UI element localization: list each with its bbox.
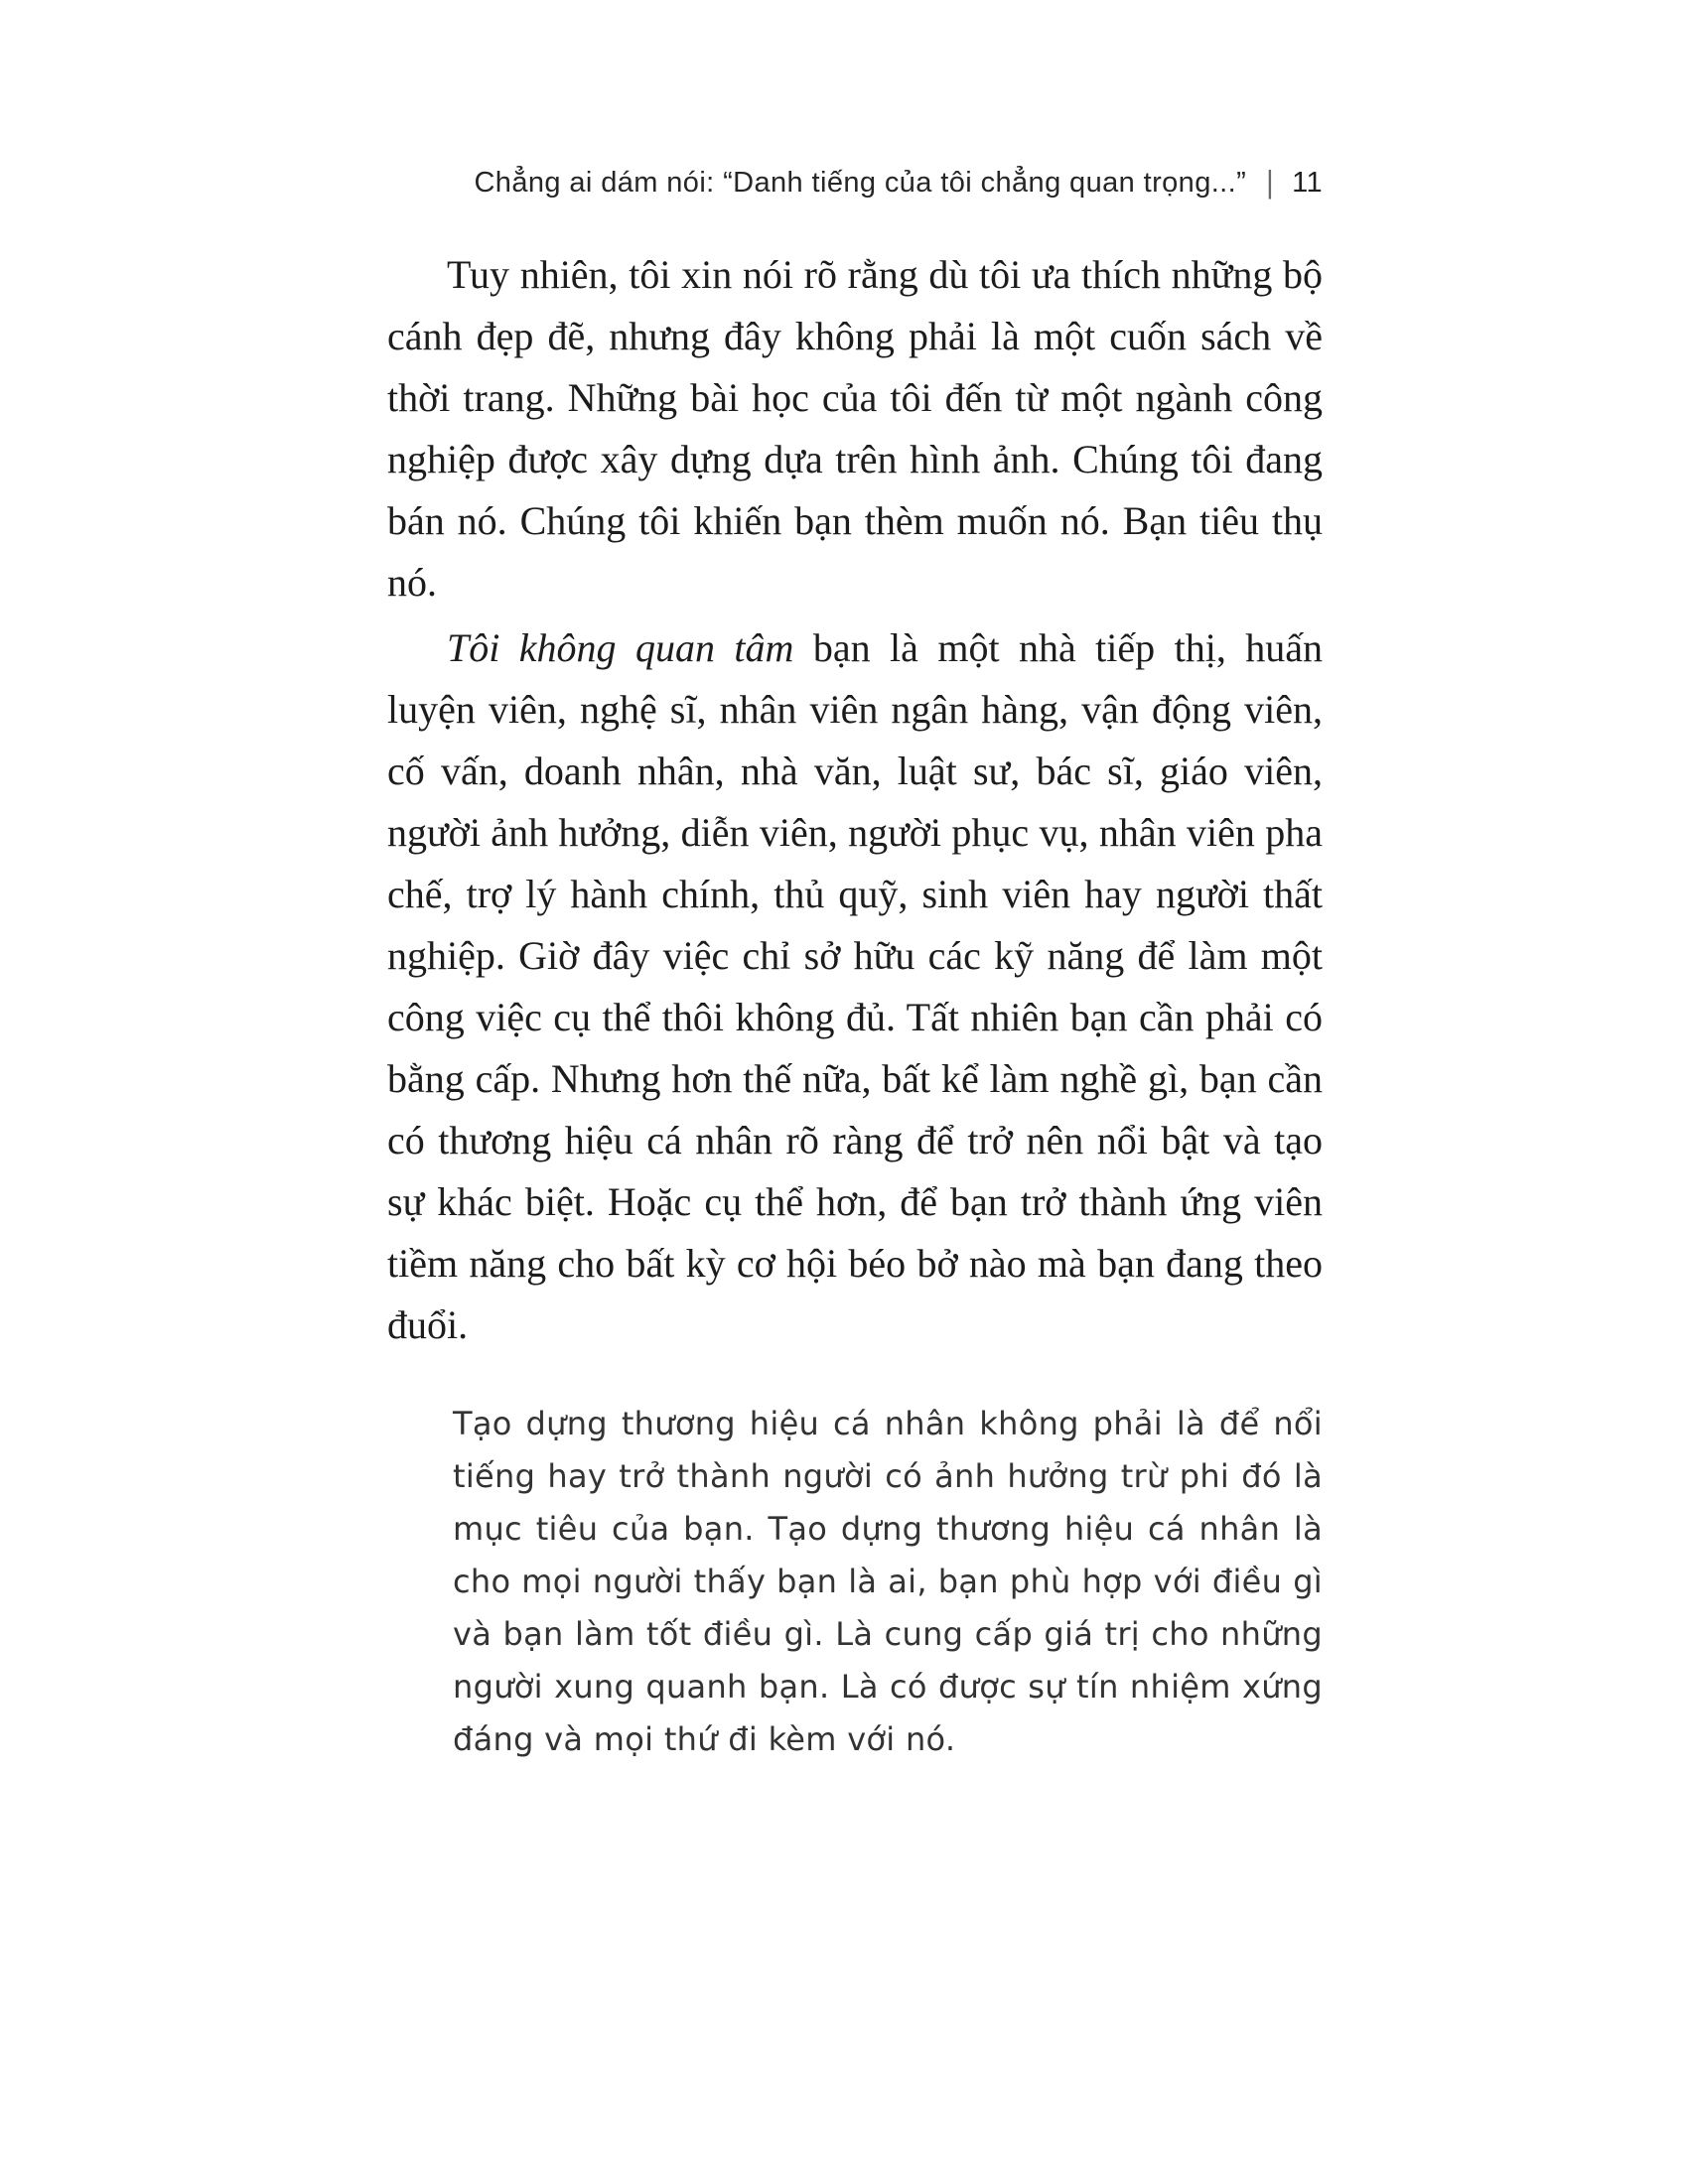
paragraph-2 (387, 617, 1323, 1356)
paragraph-2-lead-italic: Tôi không quan tâm (447, 625, 794, 670)
block-quote: Tạo dựng thương hiệu cá nhân không phải là để nổi tiếng hay trở thành người có ảnh hưởng trừ phi đó là mục tiêu của bạn. Tạo dựng thương hiệu cá nhân là cho mọi người thấy bạn là ai, bạn phù hợp với điều gì và bạn làm tốt điều gì. Là cung cấp giá trị cho những người xung quanh bạn. Là có được sự tín nhiệm xứng đáng và mọi thứ đi kèm với nó. (453, 1405, 1323, 1758)
paragraph-1: Tuy nhiên, tôi xin nói rõ rằng dù tôi ưa thích những bộ cánh đẹp đẽ, nhưng đây không phải là một cuốn sách về thời trang. Những bài học của tôi đến từ một ngành công nghiệp được xây dựng dựa trên hình ảnh. Chúng tôi đang bán nó. Chúng tôi khiến bạn thèm muốn nó. Bạn tiêu thụ nó. (387, 252, 1323, 605)
header-separator: | (1266, 165, 1275, 201)
running-header (387, 167, 1323, 200)
page-number: 11 (1292, 167, 1323, 199)
paragraph-2-rest: bạn là một nhà tiếp thị, huấn luyện viên, nghệ sĩ, nhân viên ngân hàng, vận động viên, cố vấn, doanh nhân, nhà văn, luật sư, bác sĩ, giáo viên, người ảnh hưởng, diễn viên, người phục vụ, nhân viên pha chế, trợ lý hành chính, thủ quỹ, sinh viên hay người thất nghiệp. Giờ đây việc chỉ sở hữu các kỹ năng để làm một công việc cụ thể thôi không đủ. Tất nhiên bạn cần phải có bằng cấp. Nhưng hơn thế nữa, bất kể làm nghề gì, bạn cần có thương hiệu cá nhân rõ ràng để trở nên nổi bật và tạo sự khác biệt. Hoặc cụ thể hơn, để bạn trở thành ứng viên tiềm năng cho bất kỳ cơ hội béo bở nào mà bạn đang theo đuổi. (387, 625, 1324, 1347)
running-header-title: Chẳng ai dám nói: “Danh tiếng của tôi chẳng quan trọng...” (474, 167, 1247, 199)
page-body (387, 244, 1323, 1766)
